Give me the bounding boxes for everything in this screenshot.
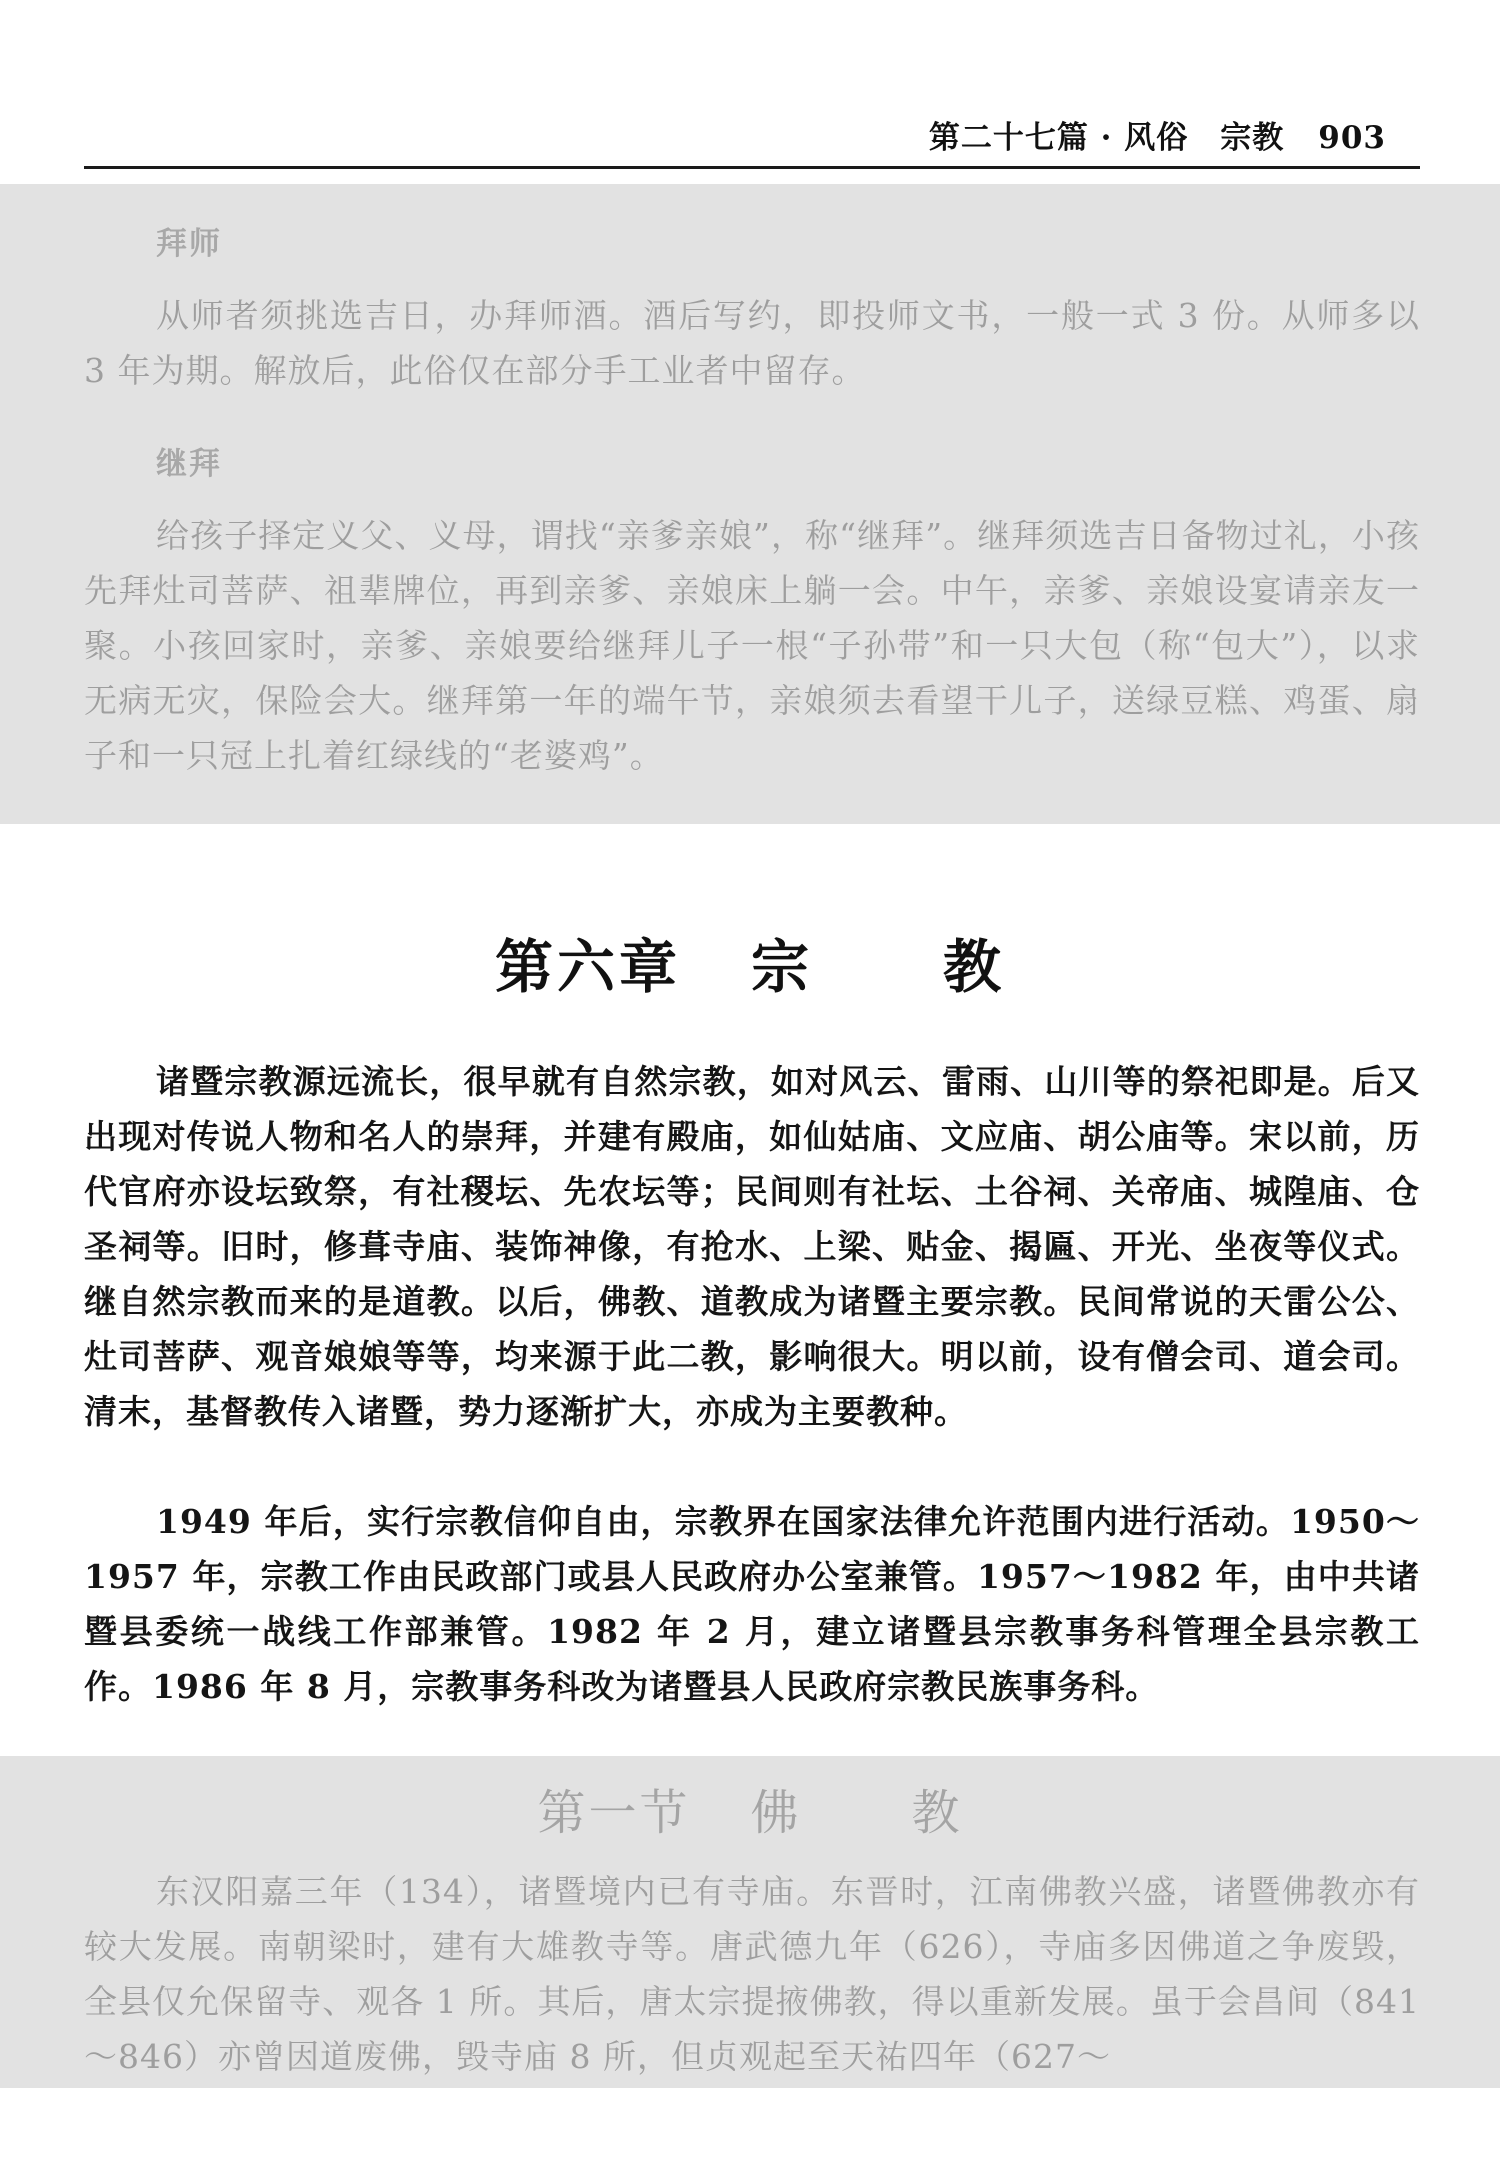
section-title-number: 第一节 [537, 1785, 691, 1841]
chapter-title-char1: 宗 [750, 933, 813, 1001]
paragraph-jibai: 给孩子择定义父、义母，谓找“亲爹亲娘”，称“继拜”。继拜须选吉日备物过礼，小孩先拜灶司菩萨、祖辈牌位，再到亲爹、亲娘床上躺一会。中午，亲爹、亲娘设宴请亲友一聚。小孩回家时，亲爹、亲娘要给继拜儿子一根“子孙带”和一只大包（称“包大”），以求无病无灾，保险会大。继拜第一年的端午节，亲娘须去看望干儿子，送绿豆糕、鸡蛋、扇子和一只冠上扎着红绿线的“老婆鸡”。 [84, 516, 1420, 775]
next-section-faded [0, 1756, 1500, 2088]
subheading-jibai: 继拜 [156, 446, 222, 482]
section-title [0, 1774, 1500, 1843]
chapter-paragraph-1: 诸暨宗教源远流长，很早就有自然宗教，如对风云、雷雨、山川等的祭祀即是。后又出现对传说人物和名人的崇拜，并建有殿庙，如仙姑庙、文应庙、胡公庙等。宋以前，历代官府亦设坛致祭，有社稷坛、先农坛等；民间则有社坛、土谷祠、关帝庙、城隍庙、仓圣祠等。旧时，修葺寺庙、装饰神像，有抢水、上梁、贴金、揭匾、开光、坐夜等仪式。继自然宗教而来的是道教。以后，佛教、道教成为诸暨主要宗教。民间常说的天雷公公、灶司菩萨、观音娘娘等等，均来源于此二教，影响很大。明以前，设有僧会司、道会司。清末，基督教传入诸暨，势力逐渐扩大，亦成为主要教种。 [84, 1062, 1420, 1431]
header-title: 第二十七篇 · 风俗 宗教 [928, 120, 1285, 156]
section-title-char2: 教 [911, 1785, 963, 1841]
page-header [84, 108, 1420, 169]
section-paragraph-1: 东汉阳嘉三年（134），诸暨境内已有寺庙。东晋时，江南佛教兴盛，诸暨佛教亦有较大发展。南朝梁时，建有大雄教寺等。唐武德九年（626），寺庙多因佛道之争废毁，全县仅允保留寺、观各 1 所。其后，唐太宗提掖佛教，得以重新发展。虽于会昌间（841～846）亦曾因道废佛，毁寺庙 8 所，但贞观起至天祐四年（627～ [84, 1872, 1420, 2076]
header-text [929, 112, 1386, 157]
page-number: 903 [1318, 120, 1386, 156]
previous-section-faded [0, 184, 1500, 824]
chapter-title-char2: 教 [943, 933, 1006, 1001]
chapter-title-number: 第六章 [494, 933, 681, 1001]
section-title-char1: 佛 [750, 1785, 802, 1841]
chapter-title [0, 920, 1500, 1004]
subheading-baishi: 拜师 [156, 226, 222, 262]
paragraph-baishi: 从师者须挑选吉日，办拜师酒。酒后写约，即投师文书，一般一式 3 份。从师多以 3 年为期。解放后，此俗仅在部分手工业者中留存。 [84, 296, 1420, 390]
chapter-paragraph-2: 1949 年后，实行宗教信仰自由，宗教界在国家法律允许范围内进行活动。1950～1957 年，宗教工作由民政部门或县人民政府办公室兼管。1957～1982 年，由中共诸暨县委统一战线工作部兼管。1982 年 2 月，建立诸暨县宗教事务科管理全县宗教工作。1986 年 8 月，宗教事务科改为诸暨县人民政府宗教民族事务科。 [84, 1502, 1420, 1706]
